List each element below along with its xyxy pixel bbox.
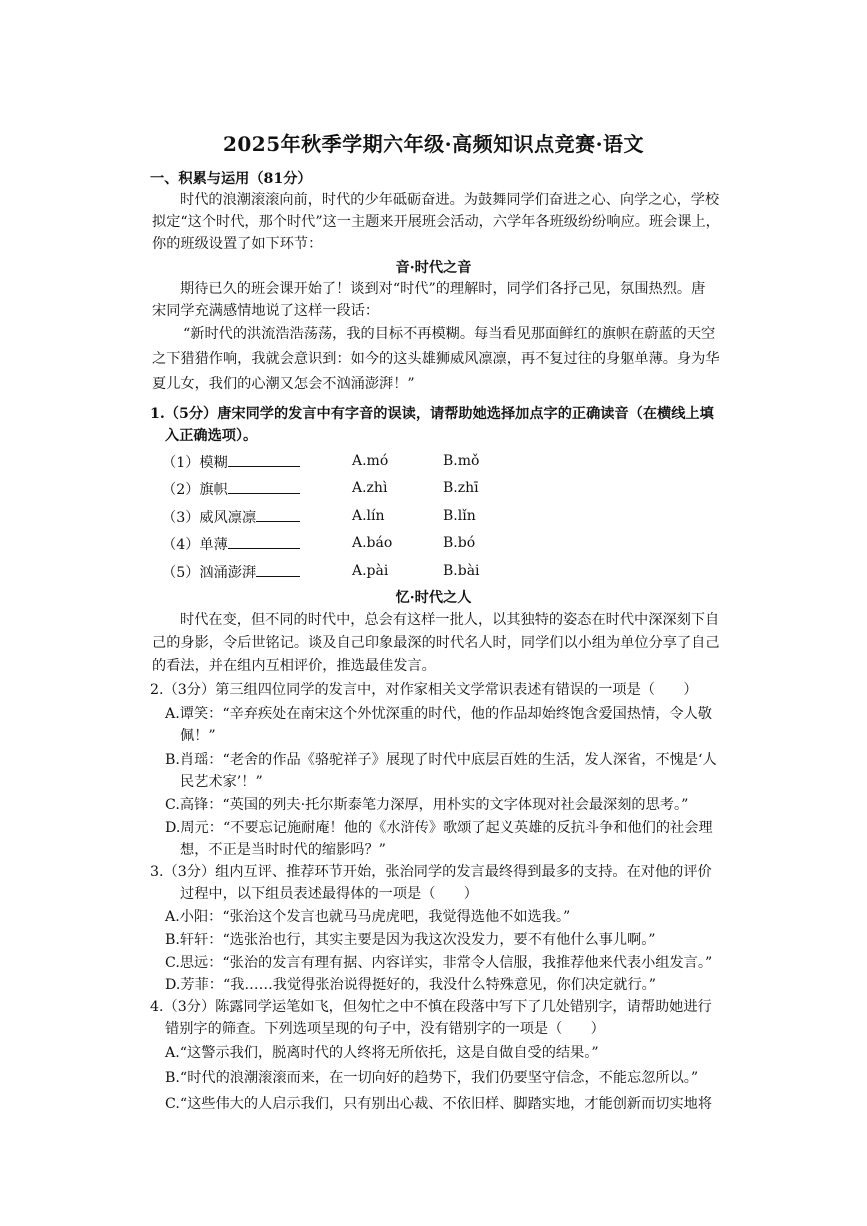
q1-item [162,452,300,473]
answer-blank[interactable] [256,562,300,577]
q1-option-a: A.báo [352,535,393,551]
q3-option-a: A.小阳：“张治这个发言也就马马虎虎吧，我觉得选他不如选我。” [165,909,571,925]
question-1-stem: 1.（5分）唐宋同学的发言中有字音的误读，请帮助她选择加点字的正确读音（在横线上填 [150,406,714,422]
q1-option-b: B.bài [443,563,480,579]
intro-line: 你的班级设置了如下环节： [152,236,323,252]
q3-option-c: C.思远：“张治的发言有理有据、内容详实，非常令人信服，我推荐他来代表小组发言。” [165,955,713,971]
q1-item [162,534,300,555]
answer-blank[interactable] [256,507,300,522]
q1-option-b: B.zhī [443,480,479,496]
q1-option-b: B.bó [443,535,476,551]
q1-option-b: B.lǐn [443,508,476,524]
q2-option-d: D.周元：“不要忘记施耐庵！他的《水浒传》歌颂了起义英雄的反抗斗争和他们的社会理 [165,820,713,836]
q2-option-c: C.高锋：“英国的列夫·托尔斯泰笔力深厚，用朴实的文字体现对社会最深刻的思考。” [165,797,689,813]
q1-item-label: （2）旗帜 [162,482,228,498]
passage-line: 的看法，并在组内互相评价，推选最佳发言。 [152,658,436,674]
intro-line: 时代的浪潮滚滚向前，时代的少年砥砺奋进。为鼓舞同学们奋进之心、向学之心，学校 [180,192,720,208]
q1-item-label: （5）汹涌澎湃 [162,565,257,581]
question-3-stem: 过程中，以下组员表述最得体的一项是（ ） [180,886,478,902]
q1-option-a: A.pài [352,563,389,579]
q2-option-d: 想，不正是当时时代的缩影吗？” [180,842,386,858]
q2-option-b: 民艺术家’！” [180,774,263,790]
answer-blank[interactable] [228,479,300,494]
subsection-heading: 音·时代之音 [395,260,472,276]
section-heading: 一、积累与运用（81分） [150,171,312,187]
passage-line: 夏儿女，我们的心潮又怎会不汹涌澎湃！” [152,376,415,392]
passage-line: “新时代的洪流浩浩荡荡，我的目标不再模糊。每当看见那面鲜红的旗帜在蔚蓝的天空 [183,326,716,342]
q4-option-c: C.“这些伟大的人启示我们，只有别出心裁、不依旧样、脚踏实地，才能创新而切实地将 [165,1096,713,1112]
exam-title: 2025年秋季学期六年级·高频知识点竞赛·语文 [222,132,645,156]
passage-line: 之下猎猎作响，我就会意识到：如今的这头雄狮威风凛凛，再不复过往的身躯单薄。身为华 [152,351,720,367]
q1-option-a: A.mó [352,453,389,469]
q1-option-a: A.lín [352,508,385,524]
q1-item [162,479,300,500]
intro-line: 拟定“这个时代，那个时代”这一主题来开展班会活动，六学年各班级纷纷响应。班会课上， [152,214,720,230]
question-4-stem: 4.（3分）陈露同学运笔如飞，但匆忙之中不慎在段落中写下了几处错别字，请帮助她进行 [150,999,712,1015]
answer-blank[interactable] [228,452,300,467]
q3-option-d: D.芳菲：“我……我觉得张治说得挺好的，我没什么特殊意见，你们决定就行。” [165,977,656,993]
q1-item-label: （1）模糊 [162,455,228,471]
passage-line: 期待已久的班会课开始了！谈到对“时代”的理解时，同学们各抒己见，氛围热烈。唐 [180,281,706,297]
q3-option-b: B.轩轩：“选张治也行，其实主要是因为我这次没发力，要不有他什么事儿啊。” [165,932,656,948]
q1-option-a: A.zhì [352,480,388,496]
question-3-stem: 3.（3分）组内互评、推荐环节开始，张治同学的发言最终得到最多的支持。在对他的评价 [150,864,712,880]
question-1-stem: 入正确选项）。 [165,428,258,444]
q2-option-a: 佩！” [180,728,216,744]
question-2-stem: 2.（3分）第三组四位同学的发言中，对作家相关文学常识表述有错误的一项是（ ） [150,682,698,698]
passage-line: 己的身影，令后世铭记。谈及自己印象最深的时代名人时，同学们以小组为单位分享了自己 [152,635,720,651]
passage-line: 时代在变，但不同的时代中，总会有这样一批人，以其独特的姿态在时代中深深刻下自 [180,612,720,628]
q1-item-label: （3）威风凛凛 [162,510,257,526]
q2-option-a: A.谭笑：“辛弃疾处在南宋这个外忧深重的时代，他的作品却始终饱含爱国热情，令人敬 [165,706,712,722]
subsection-heading: 忆·时代之人 [395,590,472,606]
q1-item [162,507,300,528]
question-4-stem: 错别字的筛查。下列选项呈现的句子中，没有错别字的一项是（ ） [165,1021,605,1037]
q1-item [162,562,300,583]
q4-option-b: B.“时代的浪潮滚滚而来，在一切向好的趋势下，我们仍要坚守信念，不能忘忽所以。” [165,1070,699,1086]
q1-option-b: B.mǒ [443,453,480,469]
q2-option-b: B.肖瑶：“老舍的作品《骆驼祥子》展现了时代中底层百姓的生活，发人深省，不愧是‘人 [165,752,717,768]
answer-blank[interactable] [228,534,300,549]
q4-option-a: A.“这警示我们，脱离时代的人终将无所依托，这是自做自受的结果。” [165,1045,599,1061]
q1-item-label: （4）单薄 [162,537,228,553]
passage-line: 宋同学充满感情地说了这样一段话： [152,303,380,319]
